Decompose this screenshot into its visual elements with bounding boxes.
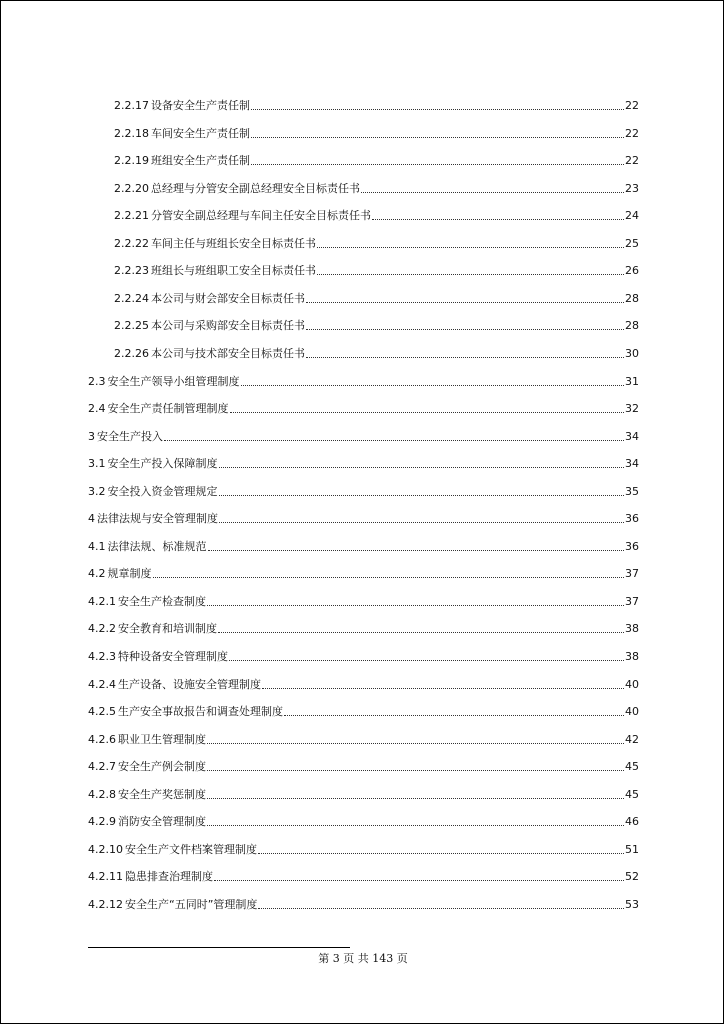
- toc-dot-leader: [207, 825, 624, 826]
- toc-entry-page: 30: [625, 347, 639, 360]
- toc-entry-number: 4.2.3: [88, 650, 116, 663]
- toc-entry-title: 安全生产例会制度: [118, 760, 206, 773]
- toc-dot-leader: [207, 798, 624, 799]
- footer-rule: [88, 947, 350, 948]
- toc-dot-leader: [230, 412, 625, 413]
- toc-entry[interactable]: [88, 676, 639, 692]
- toc-dot-leader: [164, 440, 624, 441]
- toc-entry-title: 本公司与采购部安全目标责任书: [151, 319, 305, 332]
- toc-entry-title: 安全投入资金管理规定: [107, 485, 218, 498]
- toc-entry-page: 28: [625, 319, 639, 332]
- toc-entry-page: 38: [625, 622, 639, 635]
- toc-entry[interactable]: [88, 841, 639, 857]
- toc-entry-page: 22: [625, 154, 639, 167]
- toc-entry-number: 2.2.21: [114, 209, 149, 222]
- toc-dot-leader: [258, 853, 624, 854]
- toc-entry-number: 3.1: [88, 457, 106, 470]
- toc-entry-page: 36: [625, 512, 639, 525]
- toc-entry-title: 安全生产投入: [97, 430, 163, 443]
- toc-dot-leader: [241, 385, 625, 386]
- toc-entry[interactable]: [88, 620, 639, 636]
- toc-entry-number: 2.2.18: [114, 127, 149, 140]
- toc-entry-number: 2.2.23: [114, 264, 149, 277]
- toc-entry[interactable]: [88, 428, 639, 444]
- toc-entry-title: 安全生产奖惩制度: [118, 788, 206, 801]
- toc-dot-leader: [317, 247, 624, 248]
- toc-entry-title: 班组安全生产责任制: [151, 154, 250, 167]
- toc-entry-number: 4.2: [88, 567, 106, 580]
- toc-entry-number: 2.2.19: [114, 154, 149, 167]
- toc-entry-number: 4.2.11: [88, 870, 123, 883]
- toc-entry-page: 26: [625, 264, 639, 277]
- toc-entry-page: 31: [625, 375, 639, 388]
- toc-entry[interactable]: [88, 786, 639, 802]
- toc-entry-page: 37: [625, 595, 639, 608]
- toc-entry-page: 46: [625, 815, 639, 828]
- toc-entry[interactable]: [88, 400, 639, 416]
- toc-entry[interactable]: [114, 207, 639, 223]
- toc-entry-title: 本公司与财会部安全目标责任书: [151, 292, 305, 305]
- toc-entry-page: 34: [625, 430, 639, 443]
- toc-dot-leader: [219, 522, 624, 523]
- toc-entry-page: 22: [625, 99, 639, 112]
- toc-entry-title: 生产设备、设施安全管理制度: [118, 678, 261, 691]
- toc-entry-number: 4.2.2: [88, 622, 116, 635]
- toc-entry-page: 32: [625, 402, 639, 415]
- toc-entry-title: 安全生产检查制度: [118, 595, 206, 608]
- toc-entry[interactable]: [88, 510, 639, 526]
- toc-entry-page: 42: [625, 733, 639, 746]
- toc-entry[interactable]: [88, 868, 639, 884]
- toc-entry-title: 车间主任与班组长安全目标责任书: [151, 237, 316, 250]
- toc-entry[interactable]: [88, 593, 639, 609]
- toc-entry[interactable]: [114, 180, 639, 196]
- toc-entry-number: 4.2.5: [88, 705, 116, 718]
- toc-dot-leader: [207, 743, 624, 744]
- toc-entry-page: 52: [625, 870, 639, 883]
- toc-entry-number: 4: [88, 512, 95, 525]
- toc-entry[interactable]: [114, 97, 639, 113]
- toc-entry-number: 2.2.25: [114, 319, 149, 332]
- toc-entry[interactable]: [88, 483, 639, 499]
- toc-dot-leader: [372, 219, 624, 220]
- toc-entry-number: 2.4: [88, 402, 106, 415]
- toc-entry-number: 4.2.12: [88, 898, 123, 911]
- toc-entry-number: 2.3: [88, 375, 106, 388]
- toc-entry-page: 38: [625, 650, 639, 663]
- toc-entry-title: 消防安全管理制度: [118, 815, 206, 828]
- toc-entry[interactable]: [88, 455, 639, 471]
- toc-entry-title: 法律法规、标准规范: [107, 540, 207, 553]
- toc-entry-page: 45: [625, 760, 639, 773]
- toc-dot-leader: [251, 109, 624, 110]
- toc-entry-title: 车间安全生产责任制: [151, 127, 250, 140]
- toc-entry[interactable]: [88, 758, 639, 774]
- toc-dot-leader: [219, 495, 625, 496]
- page-footer: 第 3 页 共 143 页: [318, 952, 408, 965]
- toc-dot-leader: [306, 302, 624, 303]
- toc-dot-leader: [207, 770, 624, 771]
- toc-entry-number: 4.2.9: [88, 815, 116, 828]
- toc-dot-leader: [284, 715, 624, 716]
- toc-entry-title: 安全生产文件档案管理制度: [125, 843, 257, 856]
- toc-entry-title: 分管安全副总经理与车间主任安全目标责任书: [151, 209, 371, 222]
- toc-entry-page: 23: [625, 182, 639, 195]
- toc-entry[interactable]: [88, 538, 639, 554]
- toc-entry[interactable]: [88, 373, 639, 389]
- toc-dot-leader: [251, 164, 624, 165]
- toc-entry[interactable]: [114, 317, 639, 333]
- toc-entry-page: 28: [625, 292, 639, 305]
- toc-entry-number: 4.1: [88, 540, 106, 553]
- toc-entry-number: 2.2.17: [114, 99, 149, 112]
- toc-entry-page: 53: [625, 898, 639, 911]
- toc-entry[interactable]: [88, 731, 639, 747]
- toc-entry-number: 4.2.6: [88, 733, 116, 746]
- toc-entry-title: 总经理与分管安全副总经理安全目标责任书: [151, 182, 360, 195]
- toc-entry-title: 隐患排查治理制度: [125, 870, 213, 883]
- toc-dot-leader: [306, 357, 624, 358]
- toc-entry-page: 35: [625, 485, 639, 498]
- toc-entry-page: 40: [625, 678, 639, 691]
- toc-entry-page: 36: [625, 540, 639, 553]
- toc-dot-leader: [207, 605, 624, 606]
- toc-entry-page: 40: [625, 705, 639, 718]
- toc-entry[interactable]: [88, 703, 639, 719]
- toc-entry[interactable]: [114, 152, 639, 168]
- toc-entry-number: 2.2.26: [114, 347, 149, 360]
- toc-dot-leader: [208, 550, 625, 551]
- toc-dot-leader: [219, 467, 625, 468]
- toc-entry[interactable]: [114, 262, 639, 278]
- toc-entry[interactable]: [88, 896, 639, 912]
- toc-dot-leader: [229, 660, 624, 661]
- toc-dot-leader: [262, 688, 624, 689]
- toc-entry-title: 安全教育和培训制度: [118, 622, 217, 635]
- toc-entry-page: 22: [625, 127, 639, 140]
- toc-entry-page: 37: [625, 567, 639, 580]
- toc-entry-number: 2.2.22: [114, 237, 149, 250]
- toc-entry-title: 职业卫生管理制度: [118, 733, 206, 746]
- toc-entry[interactable]: [114, 125, 639, 141]
- toc-entry-title: 生产安全事故报告和调查处理制度: [118, 705, 283, 718]
- toc-entry-number: 4.2.4: [88, 678, 116, 691]
- toc-entry-number: 3: [88, 430, 95, 443]
- toc-dot-leader: [258, 908, 624, 909]
- toc-entry-page: 24: [625, 209, 639, 222]
- toc-dot-leader: [317, 274, 624, 275]
- toc-entry-title: 安全生产投入保障制度: [107, 457, 218, 470]
- toc-entry[interactable]: [114, 235, 639, 251]
- toc-dot-leader: [306, 329, 624, 330]
- toc-entry-number: 4.2.1: [88, 595, 116, 608]
- toc-entry-page: 51: [625, 843, 639, 856]
- toc-entry-page: 45: [625, 788, 639, 801]
- toc-entry-title: 特种设备安全管理制度: [118, 650, 228, 663]
- toc-entry[interactable]: [88, 648, 639, 664]
- toc-dot-leader: [361, 192, 624, 193]
- toc-entry-number: 2.2.20: [114, 182, 149, 195]
- toc-entry[interactable]: [88, 565, 639, 581]
- toc-entry-number: 4.2.8: [88, 788, 116, 801]
- toc-entry-title: 安全生产领导小组管理制度: [107, 375, 240, 388]
- toc-entry-page: 34: [625, 457, 639, 470]
- toc-entry[interactable]: [114, 290, 639, 306]
- toc-entry-number: 4.2.10: [88, 843, 123, 856]
- toc-dot-leader: [251, 137, 624, 138]
- toc-entry-title: 班组长与班组职工安全目标责任书: [151, 264, 316, 277]
- toc-entry-title: 法律法规与安全管理制度: [97, 512, 218, 525]
- toc-entry-page: 25: [625, 237, 639, 250]
- toc-dot-leader: [214, 880, 624, 881]
- toc-entry-number: 3.2: [88, 485, 106, 498]
- toc-dot-leader: [153, 577, 625, 578]
- toc-dot-leader: [218, 632, 624, 633]
- toc-entry-title: 安全生产责任制管理制度: [107, 402, 229, 415]
- toc-entry-title: 规章制度: [107, 567, 152, 580]
- toc-entry-number: 4.2.7: [88, 760, 116, 773]
- toc-entry[interactable]: [114, 345, 639, 361]
- toc-entry-title: 安全生产“五同时”管理制度: [125, 898, 258, 911]
- toc-entry[interactable]: [88, 813, 639, 829]
- toc-entry-title: 本公司与技术部安全目标责任书: [151, 347, 305, 360]
- toc-entry-number: 2.2.24: [114, 292, 149, 305]
- toc-entry-title: 设备安全生产责任制: [151, 99, 250, 112]
